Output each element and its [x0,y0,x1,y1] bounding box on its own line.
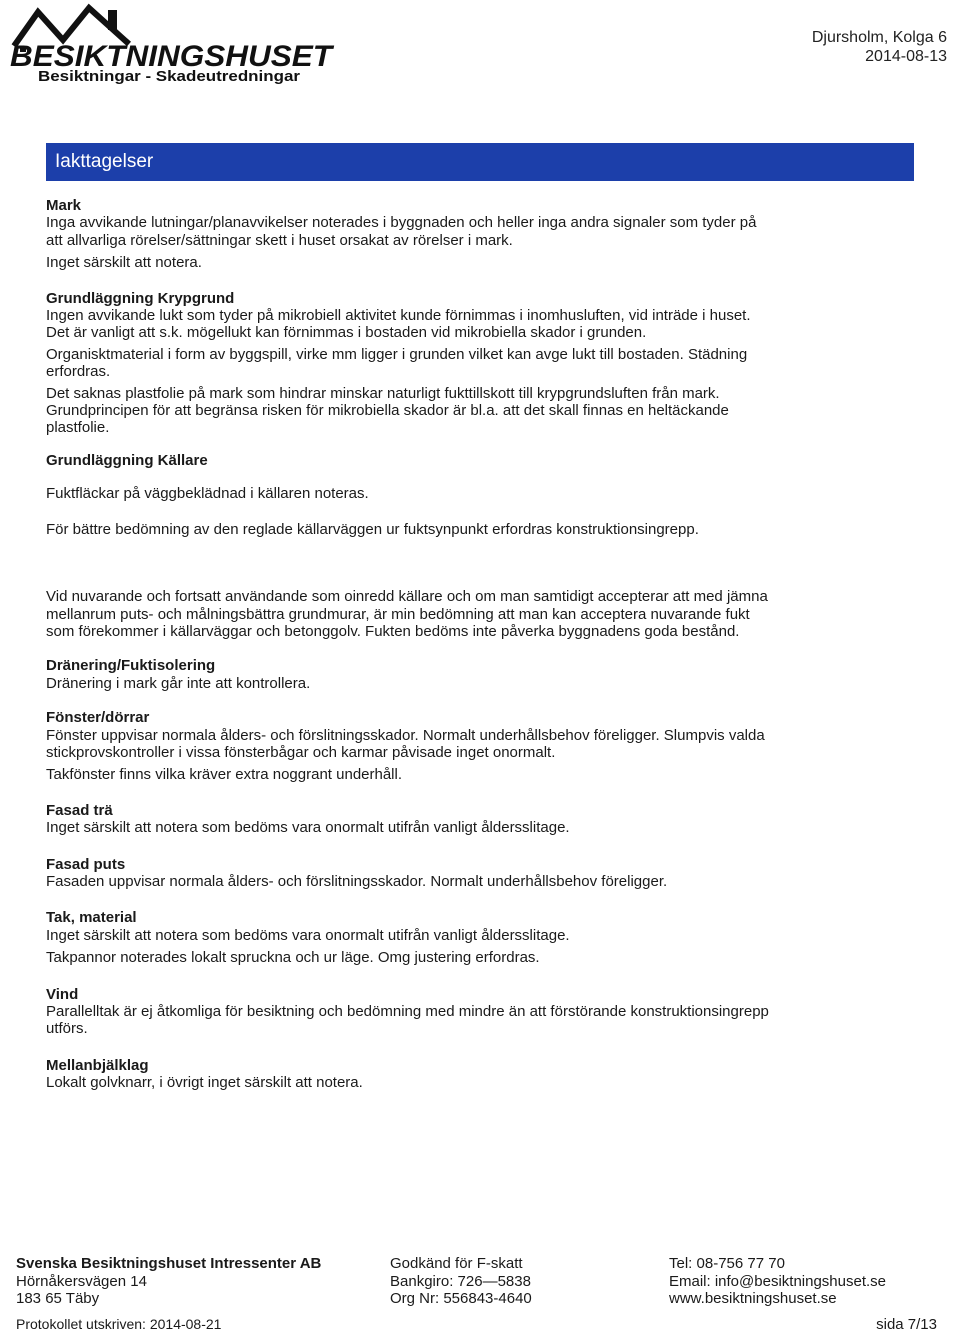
paragraph-line: Fuktfläckar på väggbeklädnad i källaren noteras. [46,485,369,503]
paragraph-line: Inget särskilt att notera som bedöms vara onormalt utifrån vanligt åldersslitage. [46,926,570,944]
observations-content [46,197,846,1092]
property-name: Djursholm, Kolga 6 [811,29,947,46]
paragraph-line: Grundprincipen för att begränsa risken för mikrobiella skador är bl.a. att det skall finnas en heltäckande [46,402,729,420]
paragraph-line: Fasaden uppvisar normala ålders- och förslitningsskador. Normalt underhållsbehov föreligger. [46,872,668,890]
heading-fasad-tra: Fasad trä [46,801,113,819]
svg-text:BESIKTNINGSHUSET: BESIKTNINGSHUSET [10,40,335,73]
print-date: Protokollet utskriven: 2014-08-21 [16,1316,222,1332]
paragraph-line: utförs. [46,1020,88,1038]
paragraph-line: att allvarliga rörelser/sättningar skett i huset orsakat av rörelser i mark. [46,231,513,249]
footer-contact [669,1255,886,1308]
paragraph-line: som förekommer i källarväggar och betonggolv. Fukten bedöms inte påverka byggnadens goda bestånd. [46,622,740,640]
paragraph-line: Takpannor noterades lokalt spruckna och ur läge. Omg justering erfordras. [46,949,540,967]
paragraph-line: plastfolie. [46,419,110,437]
footer-bankgiro: Bankgiro: 726—5838 [390,1272,531,1290]
heading-vind: Vind [46,985,79,1003]
footer-phone: Tel: 08-756 77 70 [669,1255,785,1272]
paragraph-line: Lokalt golvknarr, i övrigt inget särskilt att notera. [46,1074,363,1092]
heading-tak: Tak, material [46,909,137,927]
paragraph-line: För bättre bedömning av den reglade källarväggen ur fuktsynpunkt erfordras konstruktionsingrepp. [46,520,699,538]
paragraph-line: Organisktmaterial i form av byggspill, virke mm ligger i grunden vilket kan avge lukt till bostaden. Städning [46,345,748,363]
footer-fskatt: Godkänd för F-skatt [390,1255,523,1272]
footer-street: Hörnåkersvägen 14 [16,1272,147,1290]
document-date: 2014-08-13 [865,48,947,65]
paragraph-line: Dränering i mark går inte att kontrollera. [46,674,311,692]
heading-fasad-puts: Fasad puts [46,855,126,873]
footer-website[interactable]: www.besiktningshuset.se [669,1290,837,1307]
heading-dranering: Dränering/Fuktisolering [46,657,216,675]
footer-registration [390,1255,532,1308]
heading-mellanbjalklag: Mellanbjälklag [46,1056,149,1074]
footer-company: Svenska Besiktningshuset Intressenter AB [16,1255,322,1272]
paragraph-line: Fönster uppvisar normala ålders- och förslitningsskador. Normalt underhållsbehov föreligger. Slumpvis valda [46,726,765,744]
paragraph-line: Takfönster finns vilka kräver extra noggrant underhåll. [46,766,403,784]
heading-kallare: Grundläggning Källare [46,451,208,469]
paragraph-line: Ingen avvikande lukt som tyder på mikrobiell aktivitet kunde förnimmas i inomhusluften, vid inträde i huset. [46,307,751,325]
footer-address [16,1255,321,1308]
paragraph-line: mellanrum puts- och målningsbättra grundmurar, är min bedömning att man kan acceptera nuvarande fukt [46,605,750,623]
heading-krypgrund: Grundläggning Krypgrund [46,289,235,307]
svg-text:Besiktningar - Skadeutredninga: Besiktningar - Skadeutredningar [38,68,301,85]
paragraph-line: Parallelltak är ej åtkomliga för besiktning och bedömning med mindre än att förstörande konstruktionsingrepp [46,1003,769,1020]
document-header-info [812,28,947,66]
company-logo [8,0,338,90]
footer-email[interactable]: Email: info@besiktningshuset.se [669,1272,887,1290]
heading-fonster: Fönster/dörrar [46,709,150,727]
paragraph-line: Vid nuvarande och fortsatt användande som oinredd källare och om man samtidigt accepterar att med jämna [46,588,768,606]
paragraph-line: Inget särskilt att notera som bedöms vara onormalt utifrån vanligt åldersslitage. [46,819,570,837]
heading-mark: Mark [46,197,82,214]
footer-orgnr: Org Nr: 556843-4640 [390,1290,532,1307]
paragraph-line: Det är vanligt att s.k. mögellukt kan förnimmas i bostaden vid mikrobiella skador i grunden. [46,324,647,342]
section-title-bar: Iakttagelser [46,143,914,181]
paragraph-line: Inga avvikande lutningar/planavvikelser noterades i byggnaden och heller inga andra signaler som tyder på [46,214,757,232]
paragraph-line: Inget särskilt att notera. [46,254,202,272]
footer-city: 183 65 Täby [16,1290,100,1307]
paragraph-line: erfordras. [46,363,111,381]
page-number: sida 7/13 [876,1316,937,1333]
paragraph-line: Det saknas plastfolie på mark som hindrar minskar naturligt fukttillskott till krypgrundsluften från mark. [46,384,720,402]
paragraph-line: stickprovskontroller i vissa fönsterbågar och karmar påvisade inget onormalt. [46,743,556,761]
